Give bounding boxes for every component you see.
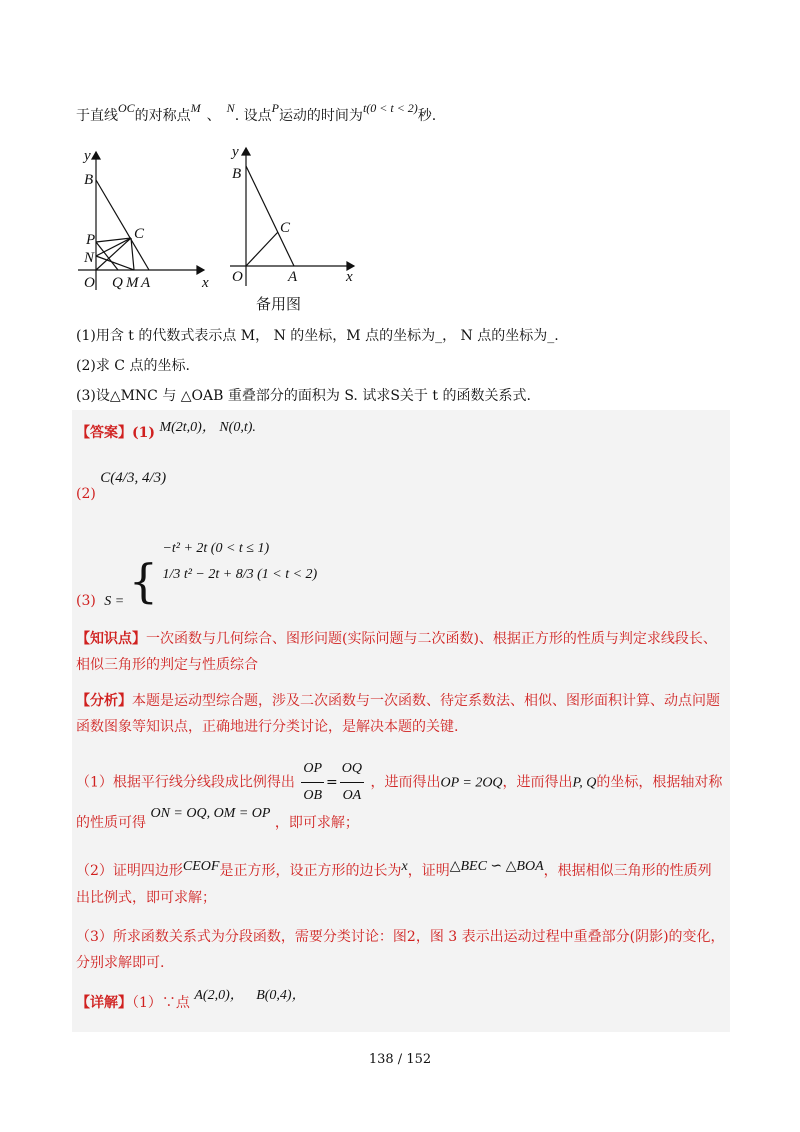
answer-2-value: C(4/3, 4/3): [100, 470, 167, 486]
step1-text: ，即可求解；: [274, 815, 359, 831]
segment-ab: [96, 180, 149, 270]
analysis-step-1: （1）根据平行线分线段成比例得出 $\frac{OP}{OB}$ = $\frac{OQ}{OA}$ ，进而得出OP = 2OQ，进而得出P, Q的坐标，根据轴对称: [76, 756, 726, 809]
math-oc: OC: [118, 101, 135, 115]
question-3: (3)设△MNC 与 △OAB 重叠部分的面积为 S. 试求S关于 t 的函数关系式.: [76, 388, 531, 404]
analysis-tag: 【分析】: [76, 693, 132, 709]
analysis-text-2: 函数图象等知识点，正确地进行分类讨论，是解决本题的关键.: [76, 719, 459, 735]
analysis-block: [76, 688, 726, 740]
step1-text: 的性质可得: [76, 815, 146, 831]
fig2-label-b: B: [232, 166, 242, 182]
knowledge-tag: 【知识点】: [76, 631, 146, 647]
intro-text: 于直线: [76, 108, 118, 124]
fig1-label-x: x: [202, 275, 209, 291]
answer-1: [76, 422, 256, 442]
intro-text: 秒.: [417, 108, 437, 124]
figure-1: [74, 144, 214, 294]
question-2: (2)求 C 点的坐标.: [76, 358, 190, 374]
x-arrow: [197, 266, 204, 274]
step2-math: x: [401, 859, 408, 874]
fig1-label-o: O: [84, 275, 95, 291]
analysis-step-1b: [76, 806, 726, 837]
fig1-label-n: N: [84, 250, 95, 266]
fig1-label-c: C: [134, 226, 145, 242]
intro-line: [76, 101, 437, 126]
step2-text: （2）证明四边形: [76, 863, 183, 879]
fig1-label-y: y: [84, 148, 91, 164]
fig2-label-o: O: [232, 269, 243, 285]
intro-sep: 、: [206, 108, 221, 124]
detail-point-b: B(0,4)，: [256, 988, 306, 1003]
figure-2-caption: 备用图: [256, 295, 302, 313]
step2-math: CEOF: [182, 859, 220, 874]
analysis-step-2: [76, 858, 726, 911]
fraction-op-ob: $\frac{OP}{OB}$: [301, 756, 324, 809]
answer-3-row-2: 1/3 t² − 2t + 8/3 (1 < t < 2): [162, 567, 318, 582]
step2-math: △BEC ∽ △BOA: [449, 859, 544, 874]
step1-math: P, Q: [572, 775, 597, 791]
fig1-label-a: A: [141, 275, 151, 291]
segment-ab: [246, 166, 294, 266]
y-arrow: [92, 152, 100, 159]
fig1-label-p: P: [86, 232, 96, 248]
answer-2: [76, 470, 167, 502]
step2-text: 是正方形，设正方形的边长为: [219, 863, 402, 879]
fig2-label-c: C: [280, 220, 291, 236]
answer-3-row-1: −t² + 2t (0 < t ≤ 1): [162, 541, 270, 556]
question-1: (1)用含 t 的代数式表示点 M， N 的坐标，M 点的坐标为_， N 点的坐标为_.: [76, 328, 559, 344]
fig2-label-x: x: [346, 269, 353, 285]
fig2-label-a: A: [288, 269, 298, 285]
analysis-text: 本题是运动型综合题，涉及二次函数与一次函数、待定系数法、相似、图形面积计算、动点问题: [132, 693, 720, 709]
fig1-label-q: Q: [112, 275, 123, 291]
fig2-label-y: y: [232, 144, 239, 160]
detail-text: （1）∵点: [132, 995, 190, 1011]
answer-1-value: M(2t,0)， N(0,t).: [159, 420, 256, 435]
page-number: 138 / 152: [368, 1052, 432, 1067]
answer-3-label: (3): [76, 593, 96, 609]
math-p: P: [271, 101, 279, 115]
math-n: N: [226, 101, 235, 115]
step2-text: 出比例式，即可求解；: [76, 890, 216, 906]
step2-text: ，证明: [407, 863, 450, 879]
intro-text: 运动的时间为: [278, 108, 363, 124]
answer-2-label: (2): [76, 486, 96, 502]
detail-block: [76, 990, 726, 1017]
fraction-oq-oa: $\frac{OQ}{OA}$: [340, 756, 364, 809]
knowledge-block: [76, 626, 726, 678]
math-m: M: [190, 101, 201, 115]
math-t-range: t(0 < t < 2): [362, 101, 418, 115]
step3-text: 分别求解即可.: [76, 955, 165, 971]
step1-text: ，进而得出: [502, 774, 573, 791]
step3-text: （3）所求函数关系式为分段函数，需要分类讨论：图2，图 3 表示出运动过程中重叠部分(阴影)的变化，: [76, 929, 725, 945]
intro-text: . 设点: [234, 108, 272, 124]
segment-nm: [96, 256, 134, 270]
detail-point-a: A(2,0)，: [194, 988, 244, 1003]
step1-text: 的坐标，根据轴对称: [596, 774, 723, 791]
step1-math: OP = 2OQ: [440, 775, 503, 791]
step1-text: ，进而得出: [370, 774, 441, 791]
step1-math: ON = OQ, OM = OP: [150, 806, 271, 821]
fig1-label-b: B: [84, 172, 94, 188]
analysis-step-3: [76, 924, 726, 976]
step2-text: ，根据相似三角形的性质列: [543, 863, 712, 879]
detail-tag: 【详解】: [76, 995, 132, 1011]
answer-3: (3) S = { −t² + 2t (0 < t ≤ 1) 1/3 t² − 2t + 8/3 (1 < t < 2): [76, 536, 317, 590]
knowledge-text: 一次函数与几何综合、图形问题(实际问题与二次函数)、根据正方形的性质与判定求线段长、: [146, 631, 717, 647]
segment-pc: [96, 238, 131, 242]
answer-3-cases: [162, 536, 317, 588]
intro-text: 的对称点: [134, 108, 191, 124]
fig1-label-m: M: [126, 275, 139, 291]
segment-oc: [246, 232, 278, 266]
y-arrow: [242, 148, 250, 155]
step1-text: （1）根据平行线分线段成比例得出: [76, 774, 295, 791]
figure-2: [226, 140, 366, 290]
answer-tag: 【答案】(1): [76, 425, 155, 441]
knowledge-text-2: 相似三角形的判定与性质综合: [76, 657, 258, 673]
